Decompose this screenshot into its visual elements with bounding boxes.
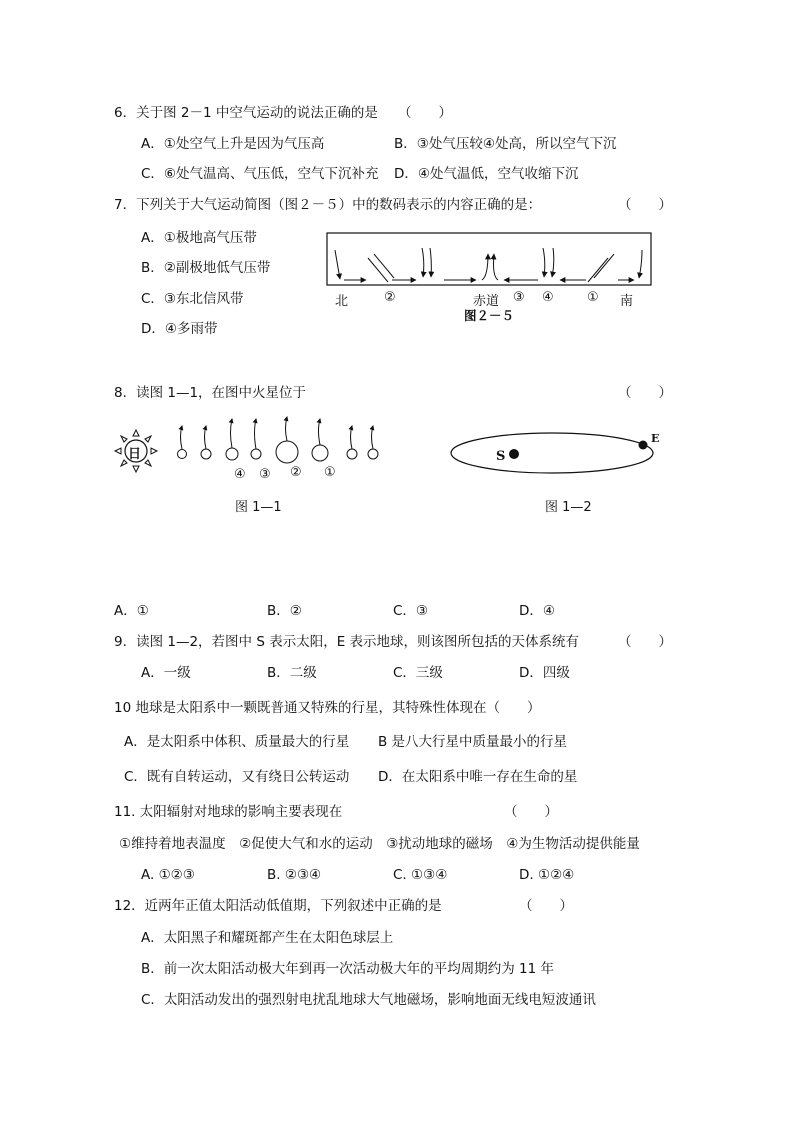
planet-label-3: ③ bbox=[259, 467, 271, 482]
q7-option-a: A．①极地高气压带 bbox=[141, 230, 257, 246]
q8-bracket: （ ） bbox=[618, 385, 672, 401]
q7-option-d: D．④多雨带 bbox=[141, 321, 218, 337]
q8-option-d: D．④ bbox=[519, 603, 555, 619]
figure-1-1-caption: 图 1—1 bbox=[235, 500, 282, 515]
front-line bbox=[588, 258, 608, 282]
q9-stem: 9．读图 1—2，若图中 S 表示太阳，E 表示地球，则该图所包括的天体系统有 bbox=[114, 634, 580, 650]
planet-jupiter bbox=[276, 417, 298, 463]
q10-option-c: C．既有自转运动，又有绕日公转运动 bbox=[124, 769, 350, 785]
q12-stem: 12．近两年正值太阳活动低值期，下列叙述中正确的是 bbox=[114, 898, 442, 914]
orbit-ellipse bbox=[451, 433, 653, 473]
q11-option-a: A. ①②③ bbox=[141, 867, 195, 883]
q10-option-d: D．在太阳系中唯一存在生命的星 bbox=[378, 769, 578, 785]
air-flow-arrow bbox=[430, 248, 431, 277]
diagram-label-4: ④ bbox=[542, 290, 554, 305]
q8-option-a: A．① bbox=[114, 603, 149, 619]
diagram-label-3: ③ bbox=[513, 290, 525, 305]
front-line bbox=[368, 258, 388, 282]
q12-option-c: C．太阳活动发出的强烈射电扰乱地球大气地磁场，影响地面无线电短波通讯 bbox=[141, 992, 596, 1008]
q10-option-b: B 是八大行星中质量最小的行星 bbox=[378, 734, 568, 750]
q6-option-b: B．③处气压较④处高，所以空气下沉 bbox=[394, 136, 617, 152]
earth-dot bbox=[639, 441, 648, 450]
figure-1-2-caption: 图 1—2 bbox=[545, 500, 592, 515]
diagram-label-2: ② bbox=[384, 290, 396, 305]
air-flow-arrow bbox=[482, 254, 488, 280]
q10-stem: 10 地球是太阳系中一颗既普通又特殊的行星，其特殊性体现在（ ） bbox=[114, 700, 541, 716]
q8-stem: 8．读图 1—1，在图中火星位于 bbox=[114, 385, 307, 401]
q9-option-a: A．一级 bbox=[141, 665, 191, 681]
air-flow-arrow bbox=[543, 248, 545, 277]
front-line bbox=[594, 254, 614, 278]
q7-option-c: C．③东北信风带 bbox=[141, 291, 244, 307]
q11-option-d: D. ①②④ bbox=[519, 867, 575, 883]
planet-saturn bbox=[312, 419, 328, 461]
solar-system-diagram bbox=[108, 414, 388, 488]
diagram-frame bbox=[327, 233, 651, 285]
planet-label-4: ④ bbox=[234, 467, 246, 482]
q10-option-a: A．是太阳系中体积、质量最大的行星 bbox=[124, 734, 350, 750]
orbit-label-s: S bbox=[496, 449, 506, 464]
front-line bbox=[374, 254, 394, 278]
diagram-label-1: ① bbox=[587, 290, 599, 305]
q12-option-a: A．太阳黑子和耀斑都产生在太阳色球层上 bbox=[141, 930, 394, 946]
q6-option-a: A．①处空气上升是因为气压高 bbox=[141, 136, 325, 152]
q9-bracket: （ ） bbox=[618, 634, 672, 650]
q8-option-c: C．③ bbox=[393, 603, 429, 619]
q7-option-b: B．②副极地低气压带 bbox=[141, 260, 271, 276]
orbit-label-e: E bbox=[651, 432, 660, 445]
q11-stem: 11. 太阳辐射对地球的影响主要表现在 bbox=[114, 804, 343, 820]
q6-option-d: D．④处气温低，空气收缩下沉 bbox=[394, 166, 579, 182]
planet-mars bbox=[251, 419, 261, 459]
planet-label-1: ① bbox=[324, 465, 336, 480]
sun-label: 日 bbox=[128, 447, 142, 462]
sun-dot bbox=[509, 449, 519, 459]
q9-option-b: B．二级 bbox=[267, 665, 317, 681]
diagram-label-south: 南 bbox=[620, 294, 634, 309]
planet-earth bbox=[226, 419, 238, 460]
planet-neptune bbox=[368, 426, 378, 459]
planet-uranus bbox=[347, 426, 357, 459]
q7-bracket: （ ） bbox=[618, 197, 672, 213]
atmospheric-circulation-diagram bbox=[326, 232, 654, 292]
planet-mercury bbox=[178, 426, 187, 459]
air-flow-arrow bbox=[335, 250, 340, 279]
q8-option-b: B．② bbox=[267, 603, 302, 619]
planet-label-2: ② bbox=[290, 465, 302, 480]
diagram-label-north: 北 bbox=[335, 294, 349, 309]
diagram-label-equator: 赤道 bbox=[473, 294, 500, 309]
q11-option-b: B. ②③④ bbox=[267, 867, 322, 883]
q11-bracket: （ ） bbox=[504, 804, 558, 820]
q11-items: ①维持着地表温度 ②促使大气和水的运动 ③扰动地球的磁场 ④为生物活动提供能量 bbox=[119, 836, 640, 852]
q6-stem: 6．关于图 2－1 中空气运动的说法正确的是 bbox=[114, 105, 378, 121]
q11-option-c: C. ①③④ bbox=[393, 867, 448, 883]
q12-option-b: B．前一次太阳活动极大年到再一次活动极大年的平均周期约为 11 年 bbox=[141, 961, 555, 977]
q9-option-d: D．四级 bbox=[519, 665, 570, 681]
planet-venus bbox=[201, 426, 211, 459]
air-flow-arrow bbox=[422, 248, 424, 277]
q6-bracket: （ ） bbox=[398, 105, 452, 121]
q7-stem: 7．下列关于大气运动简图（图２－５）中的数码表示的内容正确的是： bbox=[114, 197, 542, 213]
air-flow-arrow bbox=[494, 254, 499, 280]
air-flow-arrow bbox=[639, 250, 642, 278]
air-flow-arrow bbox=[552, 248, 554, 277]
orbit-diagram bbox=[448, 428, 660, 478]
q12-bracket: （ ） bbox=[519, 898, 573, 914]
q9-option-c: C．三级 bbox=[393, 665, 443, 681]
diagram-caption: 图２－５ bbox=[464, 308, 515, 323]
q6-option-c: C．⑥处气温高、气压低，空气下沉补充 bbox=[141, 166, 379, 182]
